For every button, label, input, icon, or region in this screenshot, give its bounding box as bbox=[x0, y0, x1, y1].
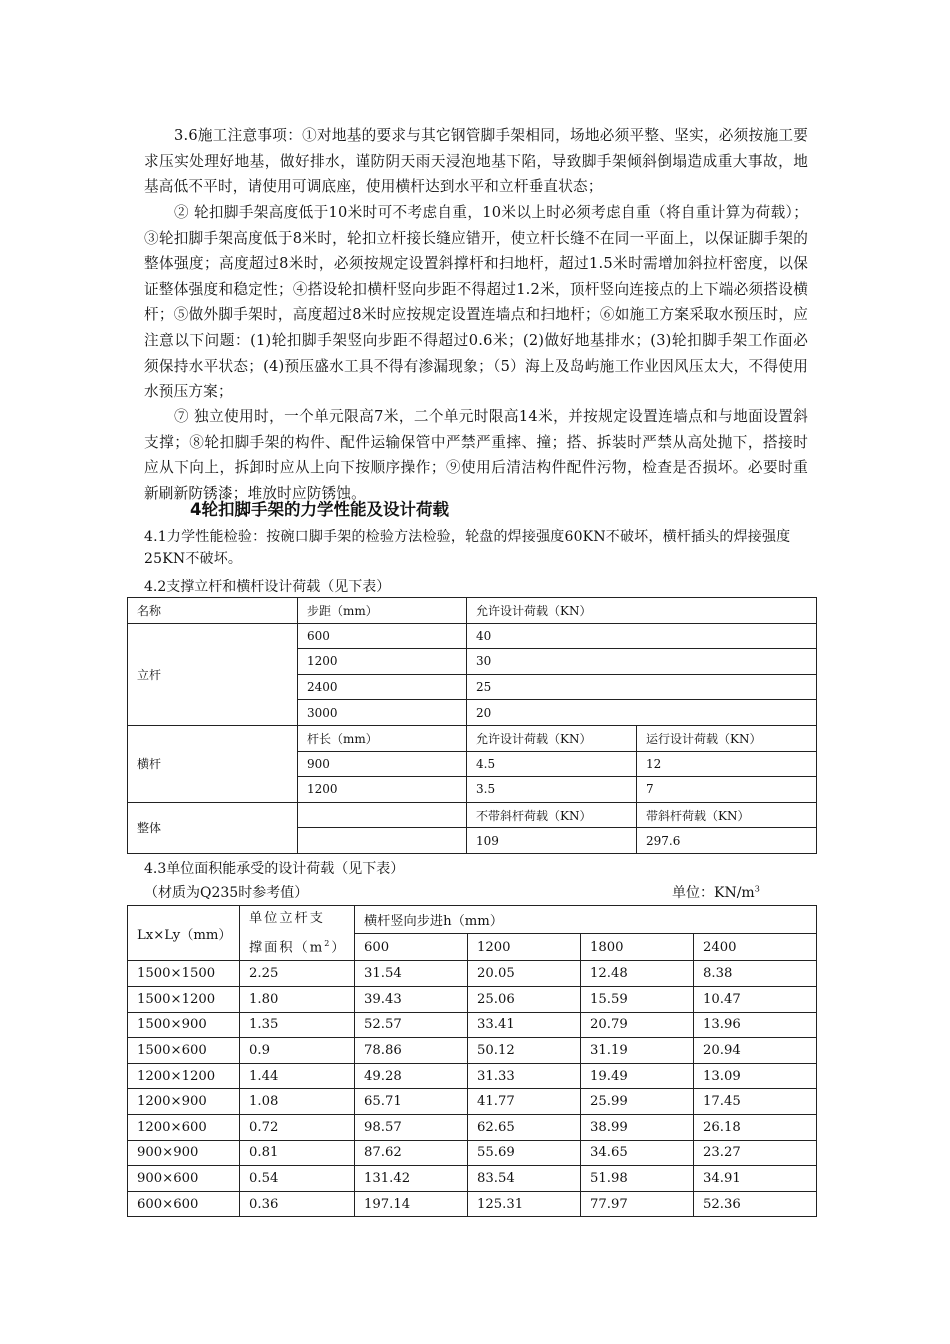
paragraph-3-6: 3.6施工注意事项：①对地基的要求与其它钢管脚手架相同，场地必须平整、坚实，必须按施工要求压实处理好地基，做好排水，谨防阴天雨天浸泡地基下陷，导致脚手架倾斜倒塌造成重大事故，地基高低不平时，请使用可调底座，使用横杆达到水平和立杆垂直状态； bbox=[144, 127, 808, 196]
table-cell: 65.71 bbox=[355, 1089, 468, 1115]
table-cell: 109 bbox=[467, 828, 637, 854]
table-cell: 12 bbox=[637, 751, 817, 777]
table-cell: 7 bbox=[637, 777, 817, 803]
table-cell: 1.44 bbox=[240, 1063, 355, 1089]
table-cell: 51.98 bbox=[581, 1166, 694, 1192]
table-subheader-cell: 带斜杆荷载（KN） bbox=[637, 802, 817, 828]
table-cell: 31.33 bbox=[468, 1063, 581, 1089]
table-cell: 33.41 bbox=[468, 1012, 581, 1038]
table-row bbox=[128, 1038, 817, 1064]
area-load-table bbox=[127, 905, 817, 1217]
grid-size-cell: 1200×1200 bbox=[128, 1063, 240, 1089]
table-cell: 83.54 bbox=[468, 1166, 581, 1192]
table-cell: 52.57 bbox=[355, 1012, 468, 1038]
table-cell: 13.09 bbox=[694, 1063, 817, 1089]
table-cell: 34.91 bbox=[694, 1166, 817, 1192]
table-cell: 900 bbox=[298, 751, 467, 777]
table-row bbox=[128, 598, 817, 624]
grid-size-cell: 1200×600 bbox=[128, 1114, 240, 1140]
table-subheader-cell: 杆长（mm） bbox=[298, 725, 467, 751]
table-cell: 600 bbox=[298, 623, 467, 649]
table-header-cell: 名称 bbox=[128, 598, 298, 624]
table-cell: 40 bbox=[467, 623, 817, 649]
table-row bbox=[128, 986, 817, 1012]
table-header-cell: 2400 bbox=[694, 933, 817, 961]
support-load-table bbox=[127, 597, 817, 854]
unit-superscript: 3 bbox=[754, 884, 760, 894]
table-header-cell: 600 bbox=[355, 933, 468, 961]
grid-size-cell: 1500×600 bbox=[128, 1038, 240, 1064]
table-cell: 77.97 bbox=[581, 1191, 694, 1217]
table-subheader-cell bbox=[298, 802, 467, 828]
table-header-cell: 步距（mm） bbox=[298, 598, 467, 624]
header-text: 撑面积（m bbox=[249, 940, 325, 956]
table-cell: 2.25 bbox=[240, 961, 355, 987]
table-subheader-cell: 允许设计荷载（KN） bbox=[467, 725, 637, 751]
row-label-pole: 立杆 bbox=[128, 623, 298, 725]
table-cell: 8.38 bbox=[694, 961, 817, 987]
table-cell: 3000 bbox=[298, 700, 467, 726]
table-row bbox=[128, 1140, 817, 1166]
table-cell: 20.79 bbox=[581, 1012, 694, 1038]
table-row bbox=[128, 623, 817, 649]
section-4-heading: 4轮扣脚手架的力学性能及设计荷载 bbox=[190, 500, 449, 519]
table-row bbox=[128, 1191, 817, 1217]
table-cell: 31.54 bbox=[355, 961, 468, 987]
table-cell: 26.18 bbox=[694, 1114, 817, 1140]
area-load-table-body bbox=[128, 961, 817, 1217]
grid-size-cell: 1500×1500 bbox=[128, 961, 240, 987]
table-cell: 38.99 bbox=[581, 1114, 694, 1140]
table-header-cell: 1800 bbox=[581, 933, 694, 961]
table-cell: 78.86 bbox=[355, 1038, 468, 1064]
table-cell: 20.05 bbox=[468, 961, 581, 987]
table-cell: 39.43 bbox=[355, 986, 468, 1012]
grid-size-cell: 1200×900 bbox=[128, 1089, 240, 1115]
table-row bbox=[128, 1114, 817, 1140]
table-2-caption: 4.3单位面积能承受的设计荷载（见下表） bbox=[144, 861, 405, 877]
table-row bbox=[128, 1166, 817, 1192]
table-cell: 41.77 bbox=[468, 1089, 581, 1115]
table-cell: 10.47 bbox=[694, 986, 817, 1012]
header-superscript: 2 bbox=[324, 939, 332, 948]
unit-label bbox=[672, 882, 760, 902]
row-label-whole: 整体 bbox=[128, 802, 298, 853]
paragraph-3-6-cont-2: ⑦ 独立使用时，一个单元限高7米，二个单元时限高14米，并按规定设置连墙点和与地面设置斜支撑；⑧轮扣脚手架的构件、配件运输保管中严禁严重摔、撞；搭、拆装时严禁从高处抛下，搭接时应从下向上，拆卸时应从上向下按顺序操作；⑨使用后清洁构件配件污物，检查是否损坏。必要时重新刷新防锈漆；堆放时应防锈蚀。 bbox=[144, 408, 808, 502]
table-cell: 25.99 bbox=[581, 1089, 694, 1115]
table-cell: 13.96 bbox=[694, 1012, 817, 1038]
grid-size-cell: 900×900 bbox=[128, 1140, 240, 1166]
table-row bbox=[128, 1089, 817, 1115]
table-cell: 52.36 bbox=[694, 1191, 817, 1217]
header-text: 单位立杆支 bbox=[249, 911, 325, 926]
paragraph-3-6-cont-1: ② 轮扣脚手架高度低于10米时可不考虑自重，10米以上时必须考虑自重（将自重计算为荷载）；③轮扣脚手架高度低于8米时，轮扣立杆接长缝应错开，使立杆长缝不在同一平面上，以保证脚手架的整体强度；高度超过8米时，必须按规定设置斜撑杆和扫地杆，超过1.5米时需增加斜拉杆密度，以保证整体强度和稳定性；④搭设轮扣横杆竖向步距不得超过1.2米，顶杆竖向连接点的上下端必须搭设横杆；⑤做外脚手架时，高度超过8米时应按规定设置连墙点和扫地杆；⑥如施工方案采取水预压时，应注意以下问题：(1)轮扣脚手架竖向步距不得超过0.6米；(2)做好地基排水；(3)轮扣脚手架工作面必须保持水平状态；(4)预压盛水工具不得有渗漏现象；（5）海上及岛屿施工作业因风压太大，不得使用水预压方案； bbox=[144, 204, 808, 401]
table-cell: 30 bbox=[467, 649, 817, 675]
table-cell: 98.57 bbox=[355, 1114, 468, 1140]
table-cell: 0.36 bbox=[240, 1191, 355, 1217]
table-cell: 1.80 bbox=[240, 986, 355, 1012]
row-label-bar: 横杆 bbox=[128, 725, 298, 802]
table-header-cell: 横杆竖向步进h（mm） bbox=[355, 906, 817, 934]
paragraph-4-1: 4.1力学性能检验：按碗口脚手架的检验方法检验，轮盘的焊接强度60KN不破坏，横杆插头的焊接强度25KN不破坏。 bbox=[144, 529, 791, 567]
table-row bbox=[128, 906, 817, 934]
table-row bbox=[128, 1012, 817, 1038]
table-cell bbox=[298, 828, 467, 854]
table-cell: 297.6 bbox=[637, 828, 817, 854]
table-cell: 62.65 bbox=[468, 1114, 581, 1140]
table-cell: 87.62 bbox=[355, 1140, 468, 1166]
table-cell: 4.5 bbox=[467, 751, 637, 777]
table-cell: 0.81 bbox=[240, 1140, 355, 1166]
table-cell: 2400 bbox=[298, 674, 467, 700]
grid-size-cell: 900×600 bbox=[128, 1166, 240, 1192]
grid-size-cell: 600×600 bbox=[128, 1191, 240, 1217]
table-row bbox=[128, 725, 817, 751]
table-cell: 50.12 bbox=[468, 1038, 581, 1064]
table-cell: 25.06 bbox=[468, 986, 581, 1012]
table-header-cell: 允许设计荷载（KN） bbox=[467, 598, 817, 624]
table-cell: 31.19 bbox=[581, 1038, 694, 1064]
table-cell: 49.28 bbox=[355, 1063, 468, 1089]
table-cell: 0.72 bbox=[240, 1114, 355, 1140]
table-subheader-cell: 不带斜杆荷载（KN） bbox=[467, 802, 637, 828]
table-cell: 20.94 bbox=[694, 1038, 817, 1064]
table-cell: 17.45 bbox=[694, 1089, 817, 1115]
table-cell: 20 bbox=[467, 700, 817, 726]
table-cell: 3.5 bbox=[467, 777, 637, 803]
table-cell: 0.9 bbox=[240, 1038, 355, 1064]
table-cell: 25 bbox=[467, 674, 817, 700]
table-subheader-cell: 运行设计荷载（KN） bbox=[637, 725, 817, 751]
table-cell: 1.35 bbox=[240, 1012, 355, 1038]
table-row bbox=[128, 802, 817, 828]
header-text: ） bbox=[331, 940, 347, 956]
table-cell: 125.31 bbox=[468, 1191, 581, 1217]
table-cell: 1200 bbox=[298, 777, 467, 803]
table-cell: 1.08 bbox=[240, 1089, 355, 1115]
table-cell: 34.65 bbox=[581, 1140, 694, 1166]
table-row bbox=[128, 1063, 817, 1089]
table-cell: 55.69 bbox=[468, 1140, 581, 1166]
table-row bbox=[128, 961, 817, 987]
grid-size-cell: 1500×900 bbox=[128, 1012, 240, 1038]
table-cell: 197.14 bbox=[355, 1191, 468, 1217]
table-cell: 1200 bbox=[298, 649, 467, 675]
table-cell: 19.49 bbox=[581, 1063, 694, 1089]
table-header-cell: Lx×Ly（mm） bbox=[128, 906, 240, 961]
table-header-cell: 1200 bbox=[468, 933, 581, 961]
table-cell: 15.59 bbox=[581, 986, 694, 1012]
table-cell: 12.48 bbox=[581, 961, 694, 987]
grid-size-cell: 1500×1200 bbox=[128, 986, 240, 1012]
table-cell: 131.42 bbox=[355, 1166, 468, 1192]
table-cell: 0.54 bbox=[240, 1166, 355, 1192]
material-note: （材质为Q235时参考值） bbox=[144, 885, 309, 901]
table-cell: 23.27 bbox=[694, 1140, 817, 1166]
unit-text: 单位：KN/m bbox=[672, 885, 755, 901]
table-header-cell bbox=[240, 906, 355, 961]
table-1-caption: 4.2支撑立杆和横杆设计荷载（见下表） bbox=[144, 579, 391, 595]
